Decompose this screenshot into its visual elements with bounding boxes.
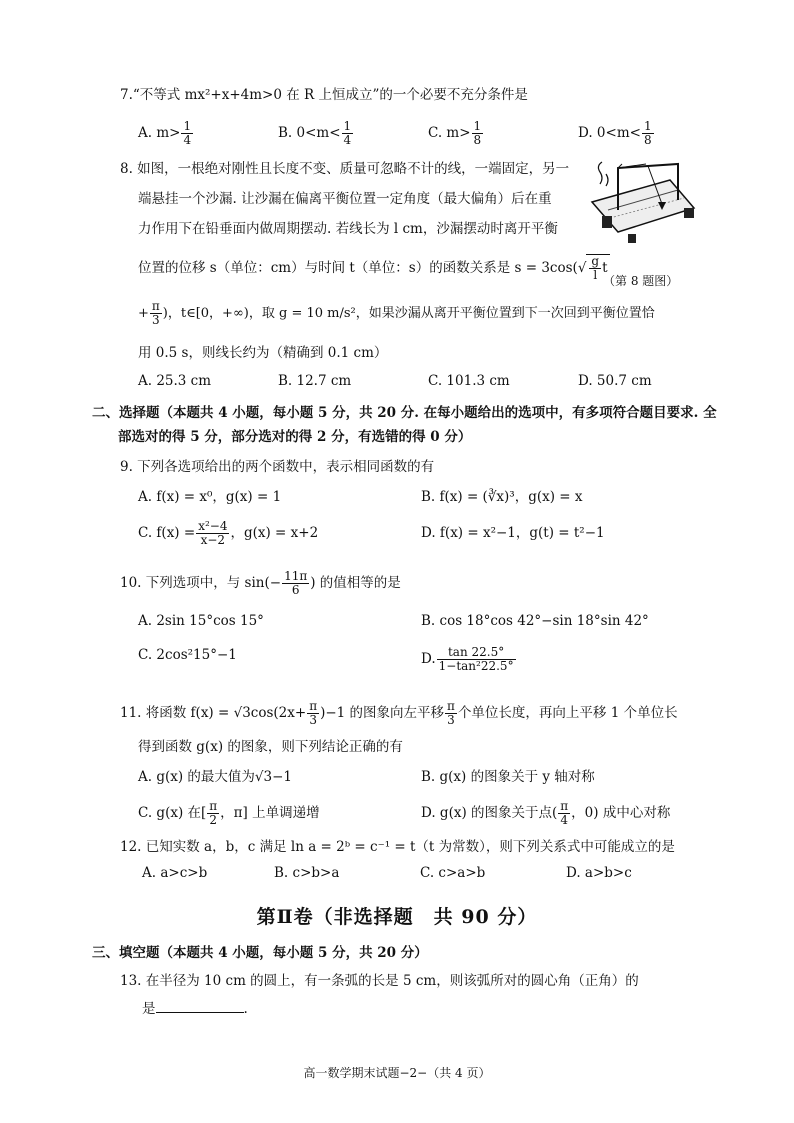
q9-c-fraction: [196, 520, 229, 547]
q11-stem-den: 3: [309, 713, 317, 727]
q13-line-1: 13. 在半径为 10 cm 的圆上，有一条弧的长是 5 cm，则该弧所对的圆心角（正角）的: [120, 973, 639, 989]
q13-line-2-text: 是: [142, 1001, 156, 1017]
q8-line-6: 用 0.5 s，则线长约为（精确到 0.1 cm）: [138, 345, 388, 361]
q7-d-num: 1: [643, 119, 652, 133]
q8-line-2: 端悬挂一个沙漏. 让沙漏在偏离平衡位置一定角度（最大偏角）后在重: [138, 191, 552, 207]
q7-a-den: 4: [183, 133, 192, 147]
q12-stem: 12. 已知实数 a，b，c 满足 ln a = 2ᵇ = c⁻¹ = t（t 为常数），则下列关系式中可能成立的是: [120, 839, 675, 855]
q8-option-c: C. 101.3 cm: [428, 373, 510, 389]
q12-option-a: A. a>c>b: [142, 865, 208, 881]
q8-line-5: [138, 300, 655, 327]
q9-c-text: C. f(x) =: [138, 525, 196, 541]
q7-option-b: [278, 120, 354, 147]
q7-c-text: C. m>: [428, 125, 471, 141]
q7-b-text: B. 0<m<: [278, 125, 341, 141]
q11-stem-fraction: [307, 700, 319, 727]
q13-answer-blank[interactable]: [156, 1000, 244, 1013]
q12-option-b: B. c>b>a: [274, 865, 340, 881]
q7-a-text: A. m>: [138, 125, 181, 141]
q7-b-num: 1: [343, 119, 352, 133]
section-2-heading-line-2: 部选对的得 5 分，部分选对的得 2 分，有选错的得 0 分）: [118, 429, 472, 445]
q10-d-fraction: [437, 646, 516, 673]
q11-c-num: π: [209, 799, 218, 813]
q11-stem-num: π: [309, 699, 318, 713]
q7-a-num: 1: [183, 119, 192, 133]
q8-line-5-den: 3: [152, 313, 160, 327]
q13-line-2-period: .: [243, 1001, 248, 1017]
q11-option-d: [421, 800, 670, 827]
q8-option-b: B. 12.7 cm: [278, 373, 352, 389]
q11-option-a: A. g(x) 的最大值为√3−1: [138, 769, 293, 785]
q9-option-d: D. f(x) = x²−1，g(t) = t²−1: [421, 525, 605, 541]
q7-d-den: 8: [643, 133, 652, 147]
q8-line-3: 力作用下在铅垂面内做周期摆动. 若线长为 l cm，沙漏摆动时离开平衡: [138, 221, 558, 237]
q8-option-a: A. 25.3 cm: [138, 373, 212, 389]
q11-line-2: 得到函数 g(x) 的图象，则下列结论正确的有: [138, 739, 403, 755]
q7-a-fraction: [181, 120, 193, 147]
q9-option-a: A. f(x) = x⁰，g(x) = 1: [138, 489, 282, 505]
q11-d-text: D. g(x) 的图象关于点(: [421, 805, 558, 821]
q13-line-2: [142, 1000, 248, 1018]
q9-c-den: x−2: [200, 533, 226, 547]
q10-option-a: A. 2sin 15°cos 15°: [138, 613, 264, 629]
q11-c-rest: ，π] 上单调递增: [220, 805, 320, 821]
q10-option-d: [421, 646, 517, 673]
section-2-heading-line-1: 二、选择题（本题共 4 小题，每小题 5 分，共 20 分. 在每小题给出的选项中，有多项符合题目要求. 全: [92, 405, 717, 421]
q11-d-den: 4: [560, 813, 569, 827]
q10-stem-num: 11π: [284, 569, 308, 583]
section-3-heading: 三、填空题（本题共 4 小题，每小题 5 分，共 20 分）: [92, 945, 428, 961]
q8-line-4: [138, 254, 610, 282]
q7-d-text: D. 0<m<: [578, 125, 641, 141]
q11-shift-fraction: [445, 700, 457, 727]
q10-stem-rest: ) 的值相等的是: [310, 575, 401, 591]
q11-c-text: C. g(x) 在[: [138, 805, 207, 821]
q8-figure-caption: （第 8 题图）: [603, 274, 679, 288]
q11-shift-num: π: [447, 699, 455, 713]
sqrt-sign-icon: √: [577, 260, 587, 276]
q11-stem-rest: 个单位长度，再向上平移 1 个单位长: [457, 705, 678, 721]
q10-d-text: D.: [421, 651, 436, 667]
q10-stem-text: 10. 下列选项中，与 sin(−: [120, 575, 282, 591]
q7-b-den: 4: [343, 133, 352, 147]
q7-stem: 7.“不等式 mx²+x+4m>0 在 R 上恒成立”的一个必要不充分条件是: [120, 87, 528, 103]
q12-option-c: C. c>a>b: [420, 865, 486, 881]
q7-b-fraction: [342, 120, 354, 147]
q9-c-rest: ，g(x) = x+2: [230, 525, 319, 541]
q11-shift-den: 3: [447, 713, 455, 727]
q11-option-c: [138, 800, 320, 827]
q10-stem-den: 6: [291, 583, 300, 597]
q9-option-c: [138, 520, 318, 547]
q11-d-fraction: [558, 800, 570, 827]
q9-option-b: B. f(x) = (∛x)³，g(x) = x: [421, 489, 583, 505]
q10-d-num: tan 22.5°: [437, 646, 516, 660]
q12-option-d: D. a>b>c: [566, 865, 632, 881]
q8-line-5-plus: +: [138, 306, 149, 321]
q8-line-1: 8. 如图，一根绝对刚性且长度不变、质量可忽略不计的线，一端固定，另一: [120, 161, 570, 177]
q8-sqrt-t: t: [602, 260, 608, 276]
q8-sqrt-num: g: [591, 254, 600, 268]
q10-d-den: 1−tan²22.5°: [438, 659, 514, 673]
page-footer: 高一数学期末试题−2−（共 4 页）: [303, 1066, 491, 1080]
q7-c-fraction: [472, 120, 484, 147]
q8-sqrt-den: l: [593, 268, 598, 282]
q8-line-5-num: π: [151, 299, 160, 313]
q9-c-num: x²−4: [198, 519, 228, 533]
q7-d-fraction: [642, 120, 654, 147]
q8-line-4-text: 位置的位移 s（单位：cm）与时间 t（单位：s）的函数关系是 s = 3cos(: [138, 260, 578, 276]
q10-stem: [120, 570, 401, 597]
q7-c-num: 1: [473, 119, 482, 133]
q9-stem: 9. 下列各选项给出的两个函数中，表示相同函数的有: [120, 459, 435, 475]
q8-line-5-fraction: [150, 300, 162, 327]
q11-c-den: 2: [209, 813, 218, 827]
q7-option-a: [138, 120, 194, 147]
q11-stem-mid: )−1 的图象向左平移: [320, 705, 445, 721]
q11-d-num: π: [560, 799, 569, 813]
q11-stem-text: 11. 将函数 f(x) = √3cos(2x+: [120, 705, 307, 721]
q10-option-c: C. 2cos²15°−1: [138, 647, 237, 663]
q8-line-5-text: )，t∈[0，+∞)，取 g = 10 m/s²，如果沙漏从离开平衡位置到下一次回到平衡位置恰: [162, 306, 655, 321]
q11-stem: [120, 700, 678, 727]
q11-d-rest: ，0) 成中心对称: [571, 805, 671, 821]
q7-option-d: [578, 120, 655, 147]
hourglass-pendulum-figure: [588, 160, 698, 260]
q10-option-b: B. cos 18°cos 42°−sin 18°sin 42°: [421, 613, 649, 629]
q7-c-den: 8: [473, 133, 482, 147]
q7-option-c: [428, 120, 484, 147]
q11-option-b: B. g(x) 的图象关于 y 轴对称: [421, 769, 595, 785]
part-2-title: 第Ⅱ卷（非选择题 共 90 分）: [256, 906, 538, 928]
q8-option-d: D. 50.7 cm: [578, 373, 652, 389]
q10-stem-fraction: [282, 570, 309, 597]
q11-c-fraction: [207, 800, 219, 827]
